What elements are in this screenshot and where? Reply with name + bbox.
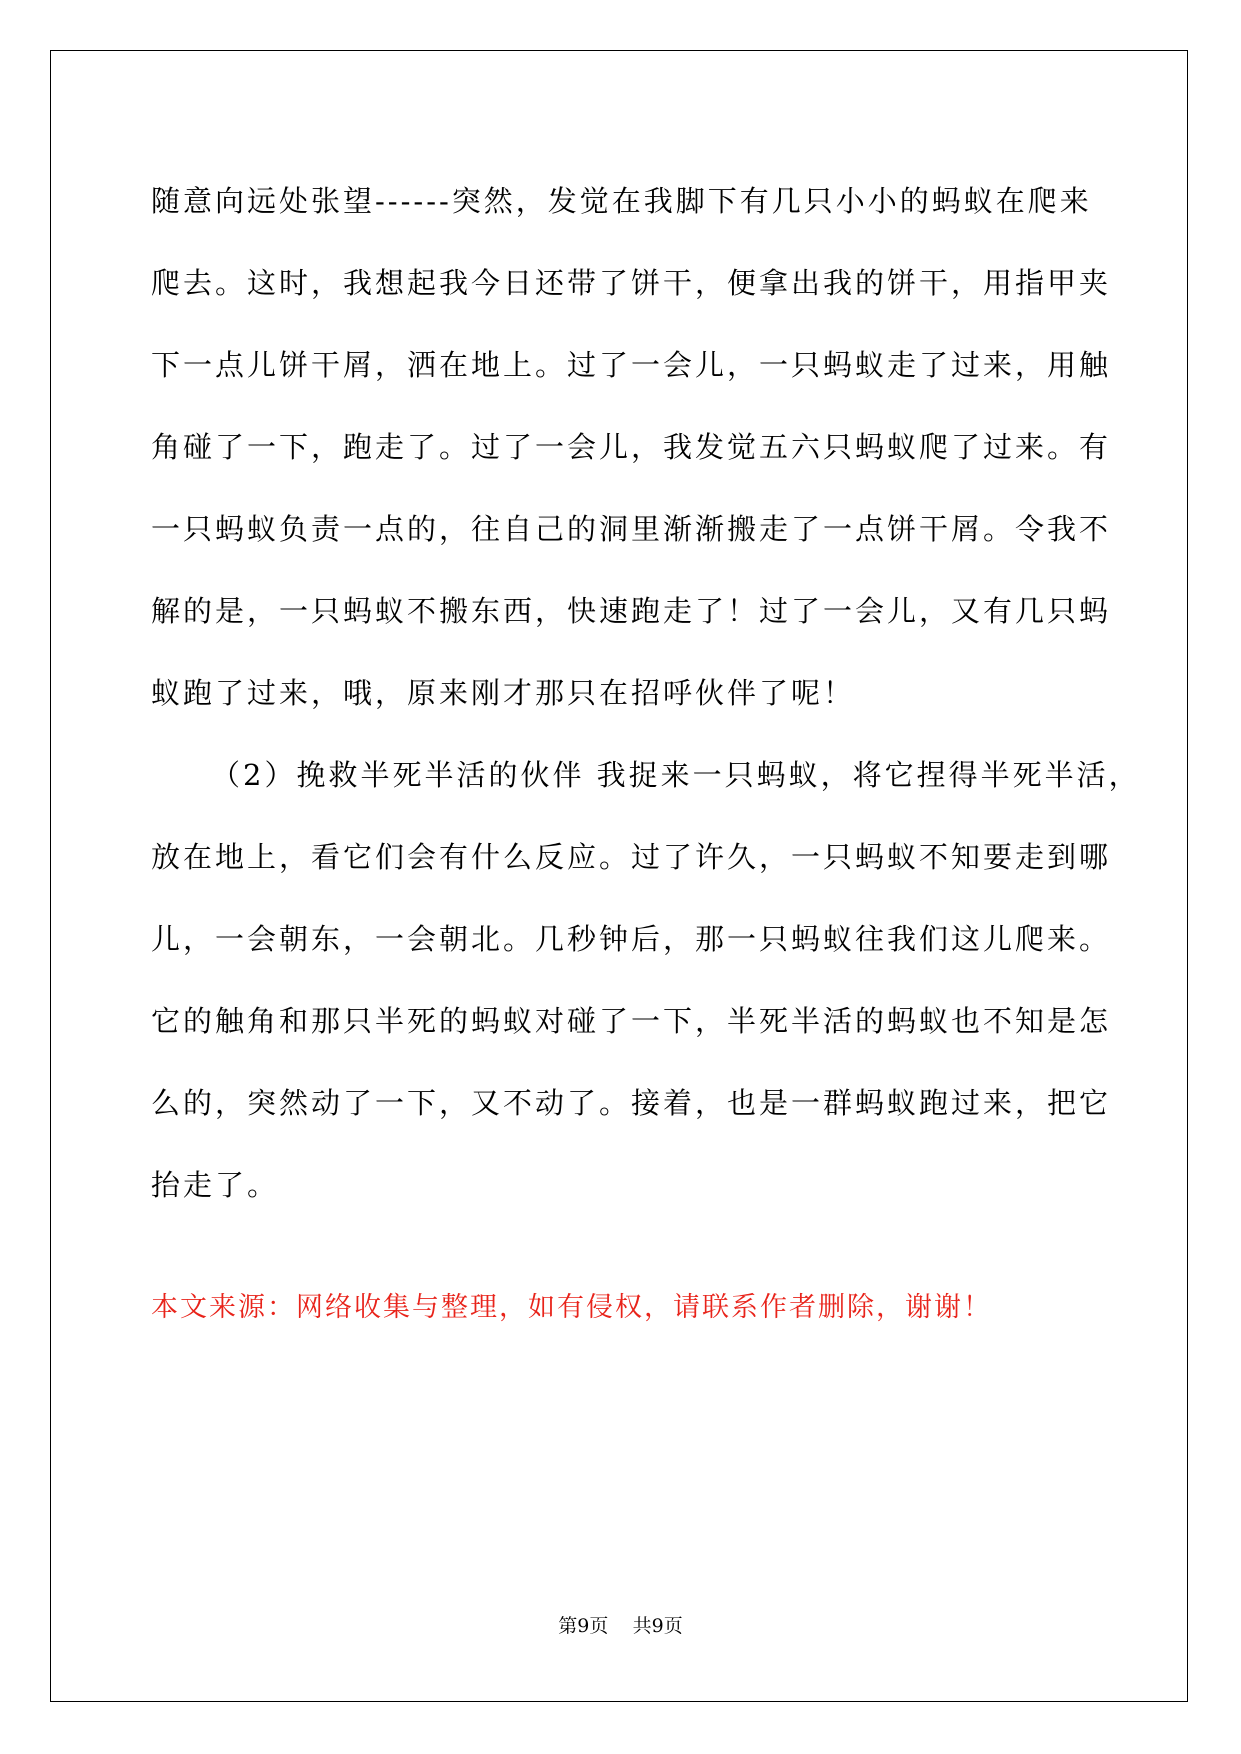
source-note: 本文来源：网络收集与整理，如有侵权，请联系作者删除，谢谢！ [151,1292,992,1323]
page-label: 第 [558,1615,578,1637]
text-line: 抬走了。 [151,1168,280,1202]
paragraph-1 [151,160,1111,734]
text-line: 放在地上，看它们会有什么反应。过了许久，一只蚂蚁不知要走到哪 [151,840,1112,874]
text-line: 蚁跑了过来，哦，原来刚才那只在招呼伙伴了呢！ [151,676,856,710]
text-line: 儿，一会朝东，一会朝北。几秒钟后，那一只蚂蚁往我们这儿爬来。 [151,922,1112,956]
text-line: 爬去。这时，我想起我今日还带了饼干，便拿出我的饼干，用指甲夹 [151,266,1112,300]
text-line: 角碰了一下，跑走了。过了一会儿，我发觉五六只蚂蚁爬了过来。有 [151,430,1112,464]
page-total: 9 [651,1615,664,1637]
total-label: 共 [632,1615,652,1637]
page-unit: 页 [589,1615,609,1637]
document-body [151,160,1141,1226]
text-line: 解的是，一只蚂蚁不搬东西，快速跑走了！过了一会儿，又有几只蚂 [151,594,1112,628]
paragraph-2 [151,734,1141,1226]
text-line: （2）挽救半死半活的伙伴 我捉来一只蚂蚁，将它捏得半死半活， [211,758,1141,792]
page-footer [0,1614,1241,1638]
text-line: 一只蚂蚁负责一点的，往自己的洞里渐渐搬走了一点饼干屑。令我不 [151,512,1112,546]
text-line: 下一点儿饼干屑，洒在地上。过了一会儿，一只蚂蚁走了过来，用触 [151,348,1112,382]
text-line: 它的触角和那只半死的蚂蚁对碰了一下，半死半活的蚂蚁也不知是怎 [151,1004,1112,1038]
total-unit: 页 [663,1615,683,1637]
page-current: 9 [577,1615,590,1637]
text-line: 随意向远处张望------突然，发觉在我脚下有几只小小的蚂蚁在爬来 [151,184,1092,218]
text-line: 么的，突然动了一下，又不动了。接着，也是一群蚂蚁跑过来，把它 [151,1086,1112,1120]
